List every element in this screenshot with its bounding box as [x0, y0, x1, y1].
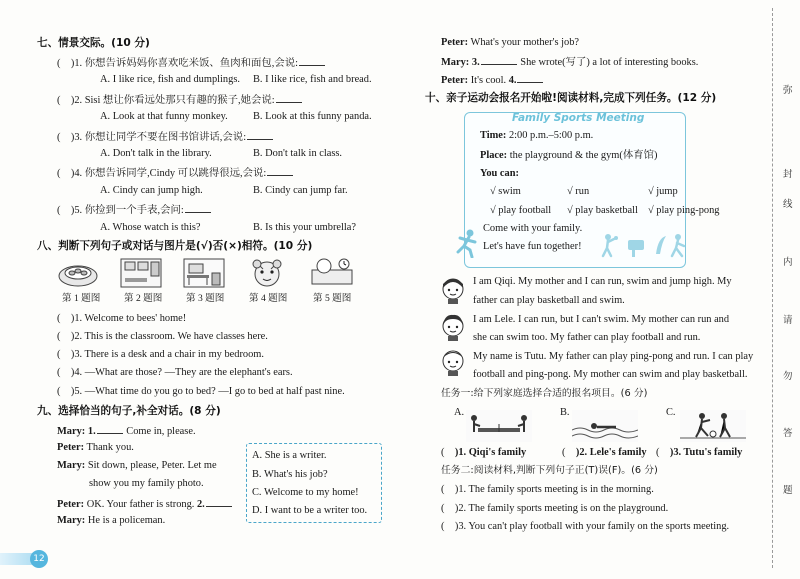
q7-item-5: ( )5. 你捡到一个手表,会问: [57, 203, 212, 217]
activity-pingpong: √ play ping-pong [648, 205, 720, 216]
card-title: Family Sports Meeting [512, 112, 645, 124]
q7-item-2: ( )2. Sisi 想让你看远处那只有趣的猴子,她会说: [57, 93, 303, 107]
bedroom-picture [183, 258, 225, 288]
q9-option-a: A. She is a writer. [252, 450, 327, 461]
pic-label-2: 第 2 题图 [124, 293, 163, 304]
tiger-picture [246, 258, 288, 288]
pingpong-picture [466, 410, 532, 442]
q7-item-4-b: B. Cindy can jump far. [253, 185, 348, 196]
q7-item-4-a: A. Cindy can jump high. [100, 185, 203, 196]
card-line-1: Come with your family. [483, 223, 583, 234]
q7-item-4: ( )4. 你想告诉同学,Cindy 可以跳得很远,会说: [57, 166, 294, 180]
pic-label-3: 第 3 题图 [186, 293, 225, 304]
swimming-picture [572, 410, 638, 442]
task2-item-1: ( )1. The family sports meeting is in the morning. [441, 484, 654, 495]
q7-item-2-a: A. Look at that funny monkey. [100, 111, 228, 122]
q9-line-2: Peter: Thank you. [57, 442, 134, 453]
side-char-7: 答 [783, 428, 793, 439]
activity-basketball: √ play basketball [567, 205, 638, 216]
bee-nest-picture [57, 258, 99, 288]
answer-blank[interactable] [517, 73, 543, 83]
q9-heading: 九、选择恰当的句子,补全对话。(8 分) [37, 405, 221, 417]
lele-line-2: she can swim too. My father can play football and run. [473, 332, 701, 343]
answer-blank[interactable] [481, 55, 517, 65]
answer-blank[interactable] [276, 93, 302, 103]
answer-blank[interactable] [247, 130, 273, 140]
q7-item-2-b: B. Look at this funny panda. [253, 111, 372, 122]
task1-option-b: B. [560, 407, 570, 418]
side-char-3: 线 [783, 199, 793, 210]
q9-option-d: D. I want to be a writer too. [252, 505, 368, 516]
lele-avatar [440, 313, 466, 341]
q8-item-2: ( )2. This is the classroom. We have classes here. [57, 331, 268, 342]
qiqi-line-2: father can play basketball and swim. [473, 295, 625, 306]
q7-item-5-b: B. Is this your umbrella? [253, 222, 357, 233]
side-char-2: 封 [783, 169, 793, 180]
tutu-line-2: football and ping-pong. My mother can swim and play basketball. [473, 369, 748, 380]
answer-blank[interactable] [206, 497, 232, 507]
bedtime-picture [310, 256, 354, 288]
q7-item-1: ( )1. 你想告诉妈妈你喜欢吃米饭、鱼肉和面包,会说: [57, 56, 326, 70]
side-char-5: 请 [783, 315, 793, 326]
pic-label-1: 第 1 题图 [62, 293, 101, 304]
activity-jump: √ jump [648, 186, 678, 197]
qiqi-avatar [440, 276, 466, 304]
page-number: 12 [30, 550, 48, 568]
qiqi-line-1: I am Qiqi. My mother and I can run, swim and jump high. My [473, 276, 732, 287]
q7-item-3-a: A. Don't talk in the library. [100, 148, 212, 159]
task2-item-2: ( )2. The family sports meeting is on the playground. [441, 503, 669, 514]
card-line-2: Let's have fun together! [483, 241, 582, 252]
task1-item-3: ( )3. Tutu's family [656, 447, 743, 458]
task1-item-2: ( )2. Lele's family [562, 447, 647, 458]
q9-line-6: Mary: He is a policeman. [57, 515, 166, 526]
activity-run: √ run [567, 186, 590, 197]
q9-option-b: B. What's his job? [252, 469, 328, 480]
lele-line-1: I am Lele. I can run, but I can't swim. My mother can run and [473, 314, 730, 325]
card-time: Time: 2:00 p.m.–5:00 p.m. [480, 130, 594, 141]
card-you-can: You can: [480, 168, 519, 179]
q7-item-1-a: A. I like rice, fish and dumplings. [100, 74, 240, 85]
answer-blank[interactable] [299, 56, 325, 66]
side-char-6: 勿 [783, 371, 793, 382]
q9-option-c: C. Welcome to my home! [252, 487, 359, 498]
answer-blank[interactable] [97, 424, 123, 434]
q8-item-3: ( )3. There is a desk and a chair in my bedroom. [57, 349, 264, 360]
side-char-8: 题 [783, 485, 793, 496]
q7-item-1-b: B. I like rice, fish and bread. [253, 74, 372, 85]
q9-line-9: Peter: It's cool. 4. [441, 73, 544, 87]
pic-label-4: 第 4 题图 [249, 293, 288, 304]
pic-label-5: 第 5 题图 [313, 293, 352, 304]
answer-blank[interactable] [185, 203, 211, 213]
q9-line-1: Mary: 1. Come in, please. [57, 426, 196, 437]
q10-heading: 十、亲子运动会报名开始啦!阅读材料,完成下列任务。(12 分) [425, 92, 717, 104]
q9-line-3: Mary: Sit down, please, Peter. Let me [57, 460, 217, 471]
binding-dashed-line [772, 8, 773, 568]
q8-item-4: ( )4. —What are those? —They are the elephant's ears. [57, 367, 293, 378]
q9-line-8: Mary: 3. She wrote(写了) a lot of interesting books. [441, 57, 699, 68]
task1-heading: 任务一:给下列家庭选择合适的报名项目。(6 分) [441, 388, 648, 399]
card-place: Place: the playground & the gym(体育馆) [480, 150, 658, 161]
runner-silhouette-icon [452, 228, 482, 258]
task2-heading: 任务二:阅读材料,判断下列句子正(T)误(F)。(6 分) [441, 465, 658, 476]
football-picture [680, 410, 746, 442]
q9-line-4: show you my family photo. [89, 478, 204, 489]
q7-heading: 七、情景交际。(10 分) [37, 37, 150, 49]
q7-item-5-a: A. Whose watch is this? [100, 222, 201, 233]
q7-item-3: ( )3. 你想让同学不要在图书馆讲话,会说: [57, 130, 274, 144]
activity-swim: √ swim [490, 186, 521, 197]
q8-item-5: ( )5. —What time do you go to bed? —I go to bed at half past nine. [57, 386, 345, 397]
side-char-1: 弥 [783, 85, 793, 96]
sports-silhouettes-icon [600, 232, 686, 258]
task1-option-c: C. [666, 407, 676, 418]
q8-item-1: ( )1. Welcome to bees' home! [57, 313, 187, 324]
tutu-avatar [440, 348, 466, 376]
task1-option-a: A. [454, 407, 465, 418]
answer-blank[interactable] [267, 166, 293, 176]
q8-heading: 八、判断下列句子或对话与图片是(√)否(×)相符。(10 分) [37, 240, 313, 252]
tutu-line-1: My name is Tutu. My father can play ping-pong and run. I can play [473, 351, 754, 362]
side-char-4: 内 [783, 257, 793, 268]
task1-item-1: ( )1. Qiqi's family [441, 447, 527, 458]
q7-item-3-b: B. Don't talk in class. [253, 148, 343, 159]
activity-football: √ play football [490, 205, 552, 216]
task2-item-3: ( )3. You can't play football with your family on the sports meeting. [441, 521, 730, 532]
q9-line-5: Peter: OK. Your father is strong. 2. [57, 497, 233, 511]
q9-line-7: Peter: What's your mother's job? [441, 37, 580, 48]
classroom-picture [120, 258, 162, 288]
